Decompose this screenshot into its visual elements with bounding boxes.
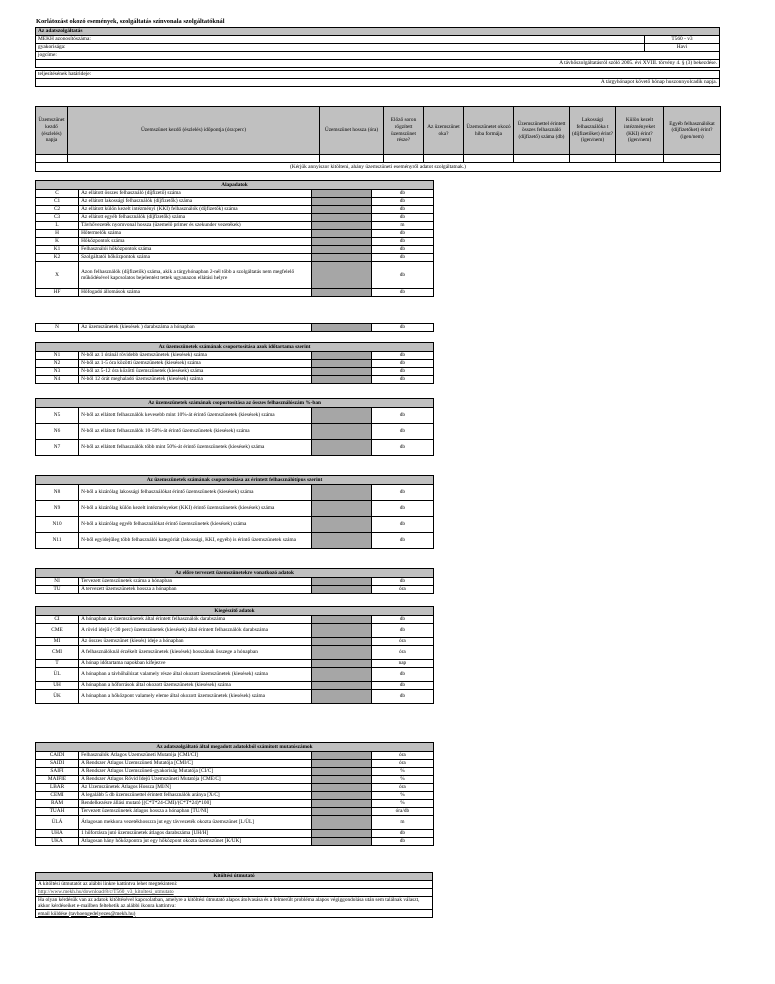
- row-value-input[interactable]: [311, 198, 371, 206]
- row-description: Hőtermelők száma: [79, 230, 312, 238]
- row-unit: db: [371, 624, 433, 638]
- row-description: Hőközpontok száma: [79, 238, 312, 246]
- row-description: A hónapban az üzemszünetek által érintett felhasználók darabszáma: [79, 616, 312, 624]
- email-link[interactable]: email küldése (tavhoengedelyezes@mekh.hu): [36, 910, 433, 918]
- row-value-input[interactable]: [311, 830, 371, 838]
- row-unit: db: [371, 262, 433, 289]
- row-unit: db: [371, 360, 433, 368]
- row-code: HF: [36, 289, 79, 297]
- row-code: CAIDI: [36, 752, 79, 760]
- row-value-input[interactable]: [311, 517, 371, 533]
- data-row: [36, 690, 434, 704]
- row-code: K2: [36, 254, 79, 262]
- row-value-input[interactable]: [311, 368, 371, 376]
- row-unit: db: [371, 368, 433, 376]
- section-title: Az adatszolgáltató által megadott adatokból számított mutatószámok: [36, 743, 434, 752]
- data-row: [36, 638, 434, 646]
- row-description: Az Üzemszünetek Átlagos Hossza [MI/N]: [79, 784, 312, 792]
- row-value-input[interactable]: [311, 289, 371, 297]
- row-description: Felhasználók Átlagos Üzemszüneti Mutatója [CMI/CI]: [79, 752, 312, 760]
- row-unit: db: [371, 668, 433, 682]
- row-code: C: [36, 190, 79, 198]
- section-table: [35, 342, 434, 384]
- data-row: [36, 800, 434, 808]
- row-description: A hónapban a hőforrások által okozott üzemszünetek (kiesések) száma: [79, 682, 312, 690]
- row-value-input[interactable]: [311, 682, 371, 690]
- instructions-title: Kitöltési útmutató: [36, 873, 433, 881]
- data-row: [36, 808, 434, 816]
- row-value-input[interactable]: [311, 206, 371, 214]
- row-description: N-ből a kizárólag külön kezelt intézményeket (KKI) érintő üzemszünetek (kiesések) száma: [79, 501, 312, 517]
- row-value-input[interactable]: [311, 690, 371, 704]
- start-date-cell[interactable]: [36, 155, 68, 163]
- row-code: N2: [36, 360, 79, 368]
- section-title: Alapadatok: [36, 181, 434, 190]
- data-row: [36, 517, 434, 533]
- row-unit: db: [371, 246, 433, 254]
- legal-basis-label: jogcíme:: [36, 52, 720, 60]
- col-duration: Üzemszünet hossza (óra): [320, 107, 384, 155]
- data-row: [36, 792, 434, 800]
- row-value-input[interactable]: [311, 776, 371, 784]
- section-table: [35, 398, 434, 456]
- data-row: [36, 324, 434, 332]
- row-code: N: [36, 324, 79, 332]
- fault-form-cell[interactable]: [464, 155, 514, 163]
- instructions-line1: A kitöltési útmutatót az alábbi linkre kattintva lehet megtekinteni:: [36, 881, 433, 889]
- row-description: Tervezett üzemszünetek száma a hónapban: [79, 578, 312, 586]
- row-unit: db: [371, 485, 433, 501]
- data-row: [36, 214, 434, 222]
- data-row: [36, 616, 434, 624]
- section-title: Az üzemszünetek számának csoportosítása azok időtartama szerint: [36, 343, 434, 352]
- row-code: X: [36, 262, 79, 289]
- row-code: SAIDI: [36, 760, 79, 768]
- data-row: [36, 352, 434, 360]
- data-row: [36, 206, 434, 214]
- row-value-input[interactable]: [311, 246, 371, 254]
- row-value-input[interactable]: [311, 214, 371, 222]
- row-description: Hőfogadó állomások száma: [79, 289, 312, 297]
- row-value-input[interactable]: [311, 792, 371, 800]
- col-start-time: Üzemszünet kezdő (észlelés) időpontja (óra:perc): [68, 107, 320, 155]
- row-unit: db: [371, 408, 433, 424]
- row-code: N7: [36, 440, 79, 456]
- row-description: A Rendszer Átlagos Üzemszüneti Mutatója [CMI/C]: [79, 760, 312, 768]
- section-title: Az üzemszünetek számának csoportosítása az összes felhasználószám %-ban: [36, 399, 434, 408]
- mekh-id-value: T560 - v3: [645, 36, 720, 44]
- data-row: [36, 440, 434, 456]
- row-unit: óra: [371, 752, 433, 760]
- row-code: TÜÁH: [36, 808, 79, 816]
- row-value-input[interactable]: [311, 222, 371, 230]
- row-value-input[interactable]: [311, 440, 371, 456]
- row-unit: db: [371, 517, 433, 533]
- row-value-input[interactable]: [311, 408, 371, 424]
- cause-cell[interactable]: [424, 155, 464, 163]
- col-start-date: Üzemszünet kezdő (észlelés) napja: [36, 107, 68, 155]
- row-description: N-ből egyidejűleg több felhasználói kategóriát (lakossági, KKI, egyéb) is érintő üzemszünetek száma: [79, 533, 312, 549]
- row-value-input[interactable]: [311, 646, 371, 660]
- row-value-input[interactable]: [311, 254, 371, 262]
- row-value-input[interactable]: [311, 501, 371, 517]
- data-row: [36, 668, 434, 682]
- affected-users-cell[interactable]: [514, 155, 570, 163]
- row-description: N-ből az 5-12 óra közötti üzemszünetek (kiesések) száma: [79, 368, 312, 376]
- section-table: [35, 742, 434, 846]
- row-value-input[interactable]: [311, 838, 371, 846]
- row-description: Távhővezeték nyomvonal hossza (üzemelő primer és szekunder vezetékek): [79, 222, 312, 230]
- row-unit: db: [371, 238, 433, 246]
- row-unit: db: [371, 206, 433, 214]
- row-description: N-ből az ellátott felhasználók több mint 50%-át érintő üzemszünetek (kiesések) száma: [79, 440, 312, 456]
- col-other-users: Egyéb felhasználókat (díjfizetőket) érint? (igen/nem): [664, 107, 721, 155]
- row-description: 1 hőforrásra jutó üzemszünetek átlagos darabszáma [ÜH/H]: [79, 830, 312, 838]
- row-unit: óra: [371, 784, 433, 792]
- data-row: [36, 501, 434, 517]
- row-code: ÜH: [36, 682, 79, 690]
- legal-basis-value: A távhőszolgáltatásról szóló 2005. évi XVIII. törvény 4. § (3) bekezdése.: [36, 60, 720, 68]
- data-row: [36, 586, 434, 594]
- row-unit: db: [371, 424, 433, 440]
- data-row: [36, 190, 434, 198]
- deadline-value: A tárgyhónapot követő hónap huszonnyolcadik napja.: [36, 79, 720, 87]
- row-code: CI: [36, 616, 79, 624]
- data-row: [36, 646, 434, 660]
- row-value-input[interactable]: [311, 262, 371, 289]
- row-value-input[interactable]: [311, 808, 371, 816]
- data-row: [36, 624, 434, 638]
- instructions-link[interactable]: http://www.mekh.hu/download/8/c/T560_v3_kitoltesi_utmutato: [36, 889, 433, 897]
- row-code: LBAR: [36, 784, 79, 792]
- row-description: Az összes üzemszünet (kiesés) ideje a hónapban: [79, 638, 312, 646]
- row-value-input[interactable]: [311, 230, 371, 238]
- row-value-input[interactable]: [311, 668, 371, 682]
- row-code: CMI: [36, 646, 79, 660]
- residential-cell[interactable]: [570, 155, 616, 163]
- col-affected-users: Üzemszünettel érintett összes felhasználó (díjfizető) száma (db): [514, 107, 570, 155]
- row-code: N4: [36, 376, 79, 384]
- row-unit: db: [371, 501, 433, 517]
- row-value-input[interactable]: [311, 586, 371, 594]
- row-description: N-ből 12 órát meghaladó üzemszünetek (kiesések) száma: [79, 376, 312, 384]
- section-header: Az adatszolgáltatás: [36, 28, 720, 36]
- section-table: [35, 180, 434, 297]
- frequency-label: gyakorisága:: [36, 44, 645, 52]
- row-code: H: [36, 230, 79, 238]
- row-unit: db: [371, 198, 433, 206]
- row-unit: %: [371, 800, 433, 808]
- kki-cell[interactable]: [616, 155, 664, 163]
- data-row: [36, 485, 434, 501]
- row-description: Az ellátott külön kezelt intézményi (KKI) felhasználók (díjfizetők) száma: [79, 206, 312, 214]
- row-value-input[interactable]: [311, 624, 371, 638]
- row-unit: db: [371, 830, 433, 838]
- row-unit: óra: [371, 638, 433, 646]
- data-row: [36, 238, 434, 246]
- row-unit: db: [371, 289, 433, 297]
- instructions-table: [35, 872, 433, 918]
- col-cause: Az üzemszünet oka?: [424, 107, 464, 155]
- row-description: Rendelkezésre állási mutató [(C*T*24-CMI)/(C*T*24)*100]: [79, 800, 312, 808]
- col-fault-form: Üzemszünetet okozó hiba formája: [464, 107, 514, 155]
- row-code: N6: [36, 424, 79, 440]
- row-unit: db: [371, 616, 433, 624]
- row-code: N11: [36, 533, 79, 549]
- col-kki: Külön kezelt intézményeket (KKI) érint? (igen/nem): [616, 107, 664, 155]
- row-value-input[interactable]: [311, 485, 371, 501]
- row-value-input[interactable]: [311, 660, 371, 668]
- data-row: [36, 368, 434, 376]
- section-title: Az üzemszünetek számának csoportosítása az érintett felhasználótípus szerint: [36, 476, 434, 485]
- row-unit: db: [371, 214, 433, 222]
- instructions-line2: Ha olyan kérdésük van az adatok kitöltésével kapcsolatban, amelyre a kitöltési útmutató alapos átolvasása és a felmerült probléma alapos végiggondolása után sem találnak választ, akkor kérdéseiket e-mailben feltehetik az alábbi ikonra kattintva:: [36, 897, 433, 910]
- row-unit: m: [371, 816, 433, 830]
- row-code: K1: [36, 246, 79, 254]
- col-part-of-previous: Előző soron rögzített üzemszünet része?: [384, 107, 424, 155]
- data-row: [36, 776, 434, 784]
- row-unit: óra/db: [371, 808, 433, 816]
- other-users-cell[interactable]: [664, 155, 721, 163]
- row-value-input[interactable]: [311, 533, 371, 549]
- row-unit: db: [371, 440, 433, 456]
- row-description: A Rendszer Átlagos Rövid Idejű Üzemszüneti Mutatója [CME/C]: [79, 776, 312, 784]
- row-unit: db: [371, 376, 433, 384]
- section-table: [35, 323, 434, 332]
- row-description: A hónapban a távhőhálózat valamely része által okozott üzemszünetek (kiesések) száma: [79, 668, 312, 682]
- row-unit: óra: [371, 586, 433, 594]
- row-unit: db: [371, 190, 433, 198]
- row-value-input[interactable]: [311, 424, 371, 440]
- data-provision-table: [35, 27, 720, 87]
- row-value-input[interactable]: [311, 190, 371, 198]
- row-code: RÁM: [36, 800, 79, 808]
- row-code: N10: [36, 517, 79, 533]
- row-description: A tervezett üzemszünetek hossza a hónapban: [79, 586, 312, 594]
- row-code: N1: [36, 352, 79, 360]
- row-unit: %: [371, 792, 433, 800]
- row-unit: db: [371, 838, 433, 846]
- row-code: MI: [36, 638, 79, 646]
- row-value-input[interactable]: [311, 238, 371, 246]
- data-row: [36, 578, 434, 586]
- row-code: ÜL: [36, 668, 79, 682]
- form-title: Korlátozást okozó események, szolgáltatás színvonala szolgáltatóknál: [36, 18, 225, 25]
- data-row: [36, 838, 434, 846]
- row-unit: db: [371, 690, 433, 704]
- row-unit: db: [371, 230, 433, 238]
- row-code: SAIFI: [36, 768, 79, 776]
- row-description: N-ből az ellátott felhasználók 10-50%-át érintő üzemszünetek (kiesések) száma: [79, 424, 312, 440]
- part-of-previous-cell[interactable]: [384, 155, 424, 163]
- row-unit: m: [371, 222, 433, 230]
- row-description: N-ből a kizárólag lakossági felhasználókat érintő üzemszünetek (kiesések) száma: [79, 485, 312, 501]
- data-row: [36, 830, 434, 838]
- row-code: C1: [36, 198, 79, 206]
- row-description: Azon felhasználók (díjfizetők) száma, akik a tárgyhónapban 2-nél több a szolgáltatás nem megfelelő működésével kapcsolatos bejelentést tettek ugyanazon ellátási helyre: [79, 262, 312, 289]
- row-description: N-ből az 1 óránál rövidebb üzemszünetek (kiesések) száma: [79, 352, 312, 360]
- row-code: MAIFIE: [36, 776, 79, 784]
- deadline-label: teljesítésének határideje:: [36, 71, 720, 79]
- section-title: Kiegészítő adatok: [36, 607, 434, 616]
- row-value-input[interactable]: [311, 784, 371, 792]
- row-code: CEMI: [36, 792, 79, 800]
- row-description: A legalább 5 db üzemszünettel érintett felhasználók aránya [X/C]: [79, 792, 312, 800]
- row-description: Szolgáltatói hőközpontok száma: [79, 254, 312, 262]
- data-row: [36, 408, 434, 424]
- data-row: [36, 424, 434, 440]
- section-table: [35, 606, 434, 704]
- row-description: Átlagosan hány hőközpontra jut egy hőközpont okozta üzemszünet [K/ÜK]: [79, 838, 312, 846]
- row-value-input[interactable]: [311, 760, 371, 768]
- row-unit: óra: [371, 646, 433, 660]
- row-description: Felhasználói hőközpontok száma: [79, 246, 312, 254]
- row-code: C2: [36, 206, 79, 214]
- start-time-cell[interactable]: [68, 155, 320, 163]
- row-value-input[interactable]: [311, 768, 371, 776]
- row-value-input[interactable]: [311, 578, 371, 586]
- row-code: ÜLÁ: [36, 816, 79, 830]
- row-unit: %: [371, 768, 433, 776]
- data-row: [36, 760, 434, 768]
- row-description: A hónapban a hőközpont valamely eleme által okozott üzemszünetek (kiesések) száma: [79, 690, 312, 704]
- data-row: [36, 682, 434, 690]
- data-row: [36, 768, 434, 776]
- row-code: CME: [36, 624, 79, 638]
- row-code: C3: [36, 214, 79, 222]
- data-row: [36, 784, 434, 792]
- row-description: A rövid idejű (<30 perc) üzemszünetek (kiesések) által érintett felhasználók darabszáma: [79, 624, 312, 638]
- row-unit: db: [371, 324, 433, 332]
- row-description: Az ellátott összes felhasználó (díjfizető) száma: [79, 190, 312, 198]
- section-title: Az előre tervezett üzemszünetekre vonatkozó adatok: [36, 569, 434, 578]
- row-unit: óra: [371, 760, 433, 768]
- data-row: [36, 816, 434, 830]
- data-row: [36, 752, 434, 760]
- row-code: NI: [36, 578, 79, 586]
- row-code: N3: [36, 368, 79, 376]
- row-description: N-ből a kizárólag egyéb felhasználókat érintő üzemszünetek (kiesések) száma: [79, 517, 312, 533]
- row-code: N8: [36, 485, 79, 501]
- row-unit: db: [371, 682, 433, 690]
- row-description: A felhasználóknál érzékelt üzemszünetek (kiesések) hosszának összege a hónapban: [79, 646, 312, 660]
- row-description: A hónap időtartama napokban kifejezve: [79, 660, 312, 668]
- data-row: [36, 376, 434, 384]
- row-description: A Rendszer Átlagos Üzemszüneti-gyakoriság Mutatója [CI/C]: [79, 768, 312, 776]
- row-value-input[interactable]: [311, 816, 371, 830]
- outage-events-table: [35, 106, 721, 172]
- row-code: ÜKÁ: [36, 838, 79, 846]
- row-value-input[interactable]: [311, 360, 371, 368]
- mekh-id-label: MEKH azonosítószáma:: [36, 36, 645, 44]
- data-row: [36, 230, 434, 238]
- row-code: L: [36, 222, 79, 230]
- row-code: N5: [36, 408, 79, 424]
- row-value-input[interactable]: [311, 638, 371, 646]
- row-value-input[interactable]: [311, 616, 371, 624]
- row-code: K: [36, 238, 79, 246]
- row-description: Az ellátott lakossági felhasználók (díjfizetők) száma: [79, 198, 312, 206]
- data-row: [36, 246, 434, 254]
- row-code: TÜ: [36, 586, 79, 594]
- row-value-input[interactable]: [311, 800, 371, 808]
- section-table: [35, 568, 434, 594]
- row-value-input[interactable]: [311, 324, 371, 332]
- data-row: [36, 222, 434, 230]
- row-description: Tervezett üzemszünetek átlagos hossza a hónapban [TÜ/NI]: [79, 808, 312, 816]
- data-row: [36, 660, 434, 668]
- row-code: N9: [36, 501, 79, 517]
- row-description: Az ellátott egyéb felhasználók (díjfizetők) száma: [79, 214, 312, 222]
- data-row: [36, 360, 434, 368]
- row-unit: db: [371, 578, 433, 586]
- row-unit: nap: [371, 660, 433, 668]
- row-unit: db: [371, 352, 433, 360]
- fill-note: (Kérjük annyiszor kitölteni, ahány üzemszüneti eseményről adatot szolgáltatnak.): [36, 163, 721, 172]
- row-value-input[interactable]: [311, 752, 371, 760]
- frequency-value: Havi: [645, 44, 720, 52]
- row-code: ÜHÁ: [36, 830, 79, 838]
- row-value-input[interactable]: [311, 352, 371, 360]
- row-description: Átlagosan mekkora vezetékhosszra jut egy távvezeték okozta üzemszünet [L/ÜL]: [79, 816, 312, 830]
- row-unit: db: [371, 533, 433, 549]
- row-description: N-ből az ellátott felhasználók kevesebb mint 10%-át érintő üzemszünetek (kiesések) száma: [79, 408, 312, 424]
- row-code: T: [36, 660, 79, 668]
- entry-row[interactable]: [36, 155, 721, 163]
- data-row: [36, 289, 434, 297]
- section-table: [35, 475, 434, 549]
- row-code: ÜK: [36, 690, 79, 704]
- data-row: [36, 262, 434, 289]
- row-value-input[interactable]: [311, 376, 371, 384]
- row-unit: db: [371, 254, 433, 262]
- row-description: Az üzemszünetek (kiesések ) darabszáma a hónapban: [79, 324, 312, 332]
- duration-cell[interactable]: [320, 155, 384, 163]
- data-row: [36, 198, 434, 206]
- row-unit: %: [371, 776, 433, 784]
- row-description: N-ből az 1-5 óra közötti üzemszünetek (kiesések) száma: [79, 360, 312, 368]
- data-row: [36, 533, 434, 549]
- col-residential: Lakossági felhasználóka t (díjfizetőket) érint? (igen/nem): [570, 107, 616, 155]
- data-row: [36, 254, 434, 262]
